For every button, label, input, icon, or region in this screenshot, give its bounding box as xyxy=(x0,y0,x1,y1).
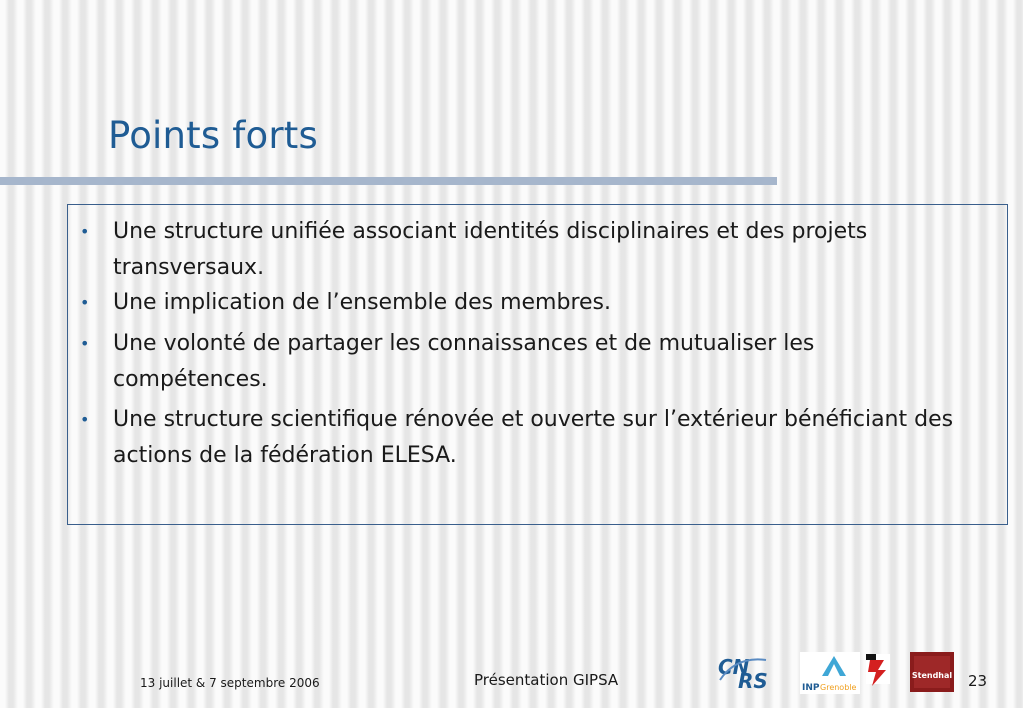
bullet-marker: • xyxy=(80,410,90,429)
svg-text:RS: RS xyxy=(738,669,768,692)
svg-text:Stendhal: Stendhal xyxy=(911,671,953,680)
title-divider xyxy=(0,177,777,185)
slide-title: Points forts xyxy=(108,114,318,157)
bullet-text: Une structure scientifique rénovée et ouverte sur l’extérieur bénéficiant des actions de la fédération ELESA. xyxy=(113,407,954,468)
university-logo-icon xyxy=(864,652,896,688)
bullet-marker: • xyxy=(80,293,90,312)
bullet-marker: • xyxy=(80,222,90,241)
bullet-marker: • xyxy=(80,334,90,353)
bullet-text: Une implication de l’ensemble des membres. xyxy=(113,290,611,315)
footer-presentation-title: Présentation GIPSA xyxy=(474,671,619,689)
footer-date: 13 juillet & 7 septembre 2006 xyxy=(140,676,320,690)
svg-text:Grenoble: Grenoble xyxy=(820,683,857,692)
cnrs-logo-icon xyxy=(716,650,776,692)
bullet-text: Une volonté de partager les connaissances et de mutualiser les compétences. xyxy=(113,331,815,392)
svg-text:INP: INP xyxy=(802,683,820,693)
stendhal-logo-icon xyxy=(910,652,954,692)
content-box xyxy=(67,204,1008,525)
page-number: 23 xyxy=(968,672,988,690)
inp-grenoble-logo-icon xyxy=(800,652,860,694)
bullet-text: Une structure unifiée associant identités disciplinaires et des projets transversaux. xyxy=(113,219,868,280)
svg-text:CN: CN xyxy=(718,655,750,679)
